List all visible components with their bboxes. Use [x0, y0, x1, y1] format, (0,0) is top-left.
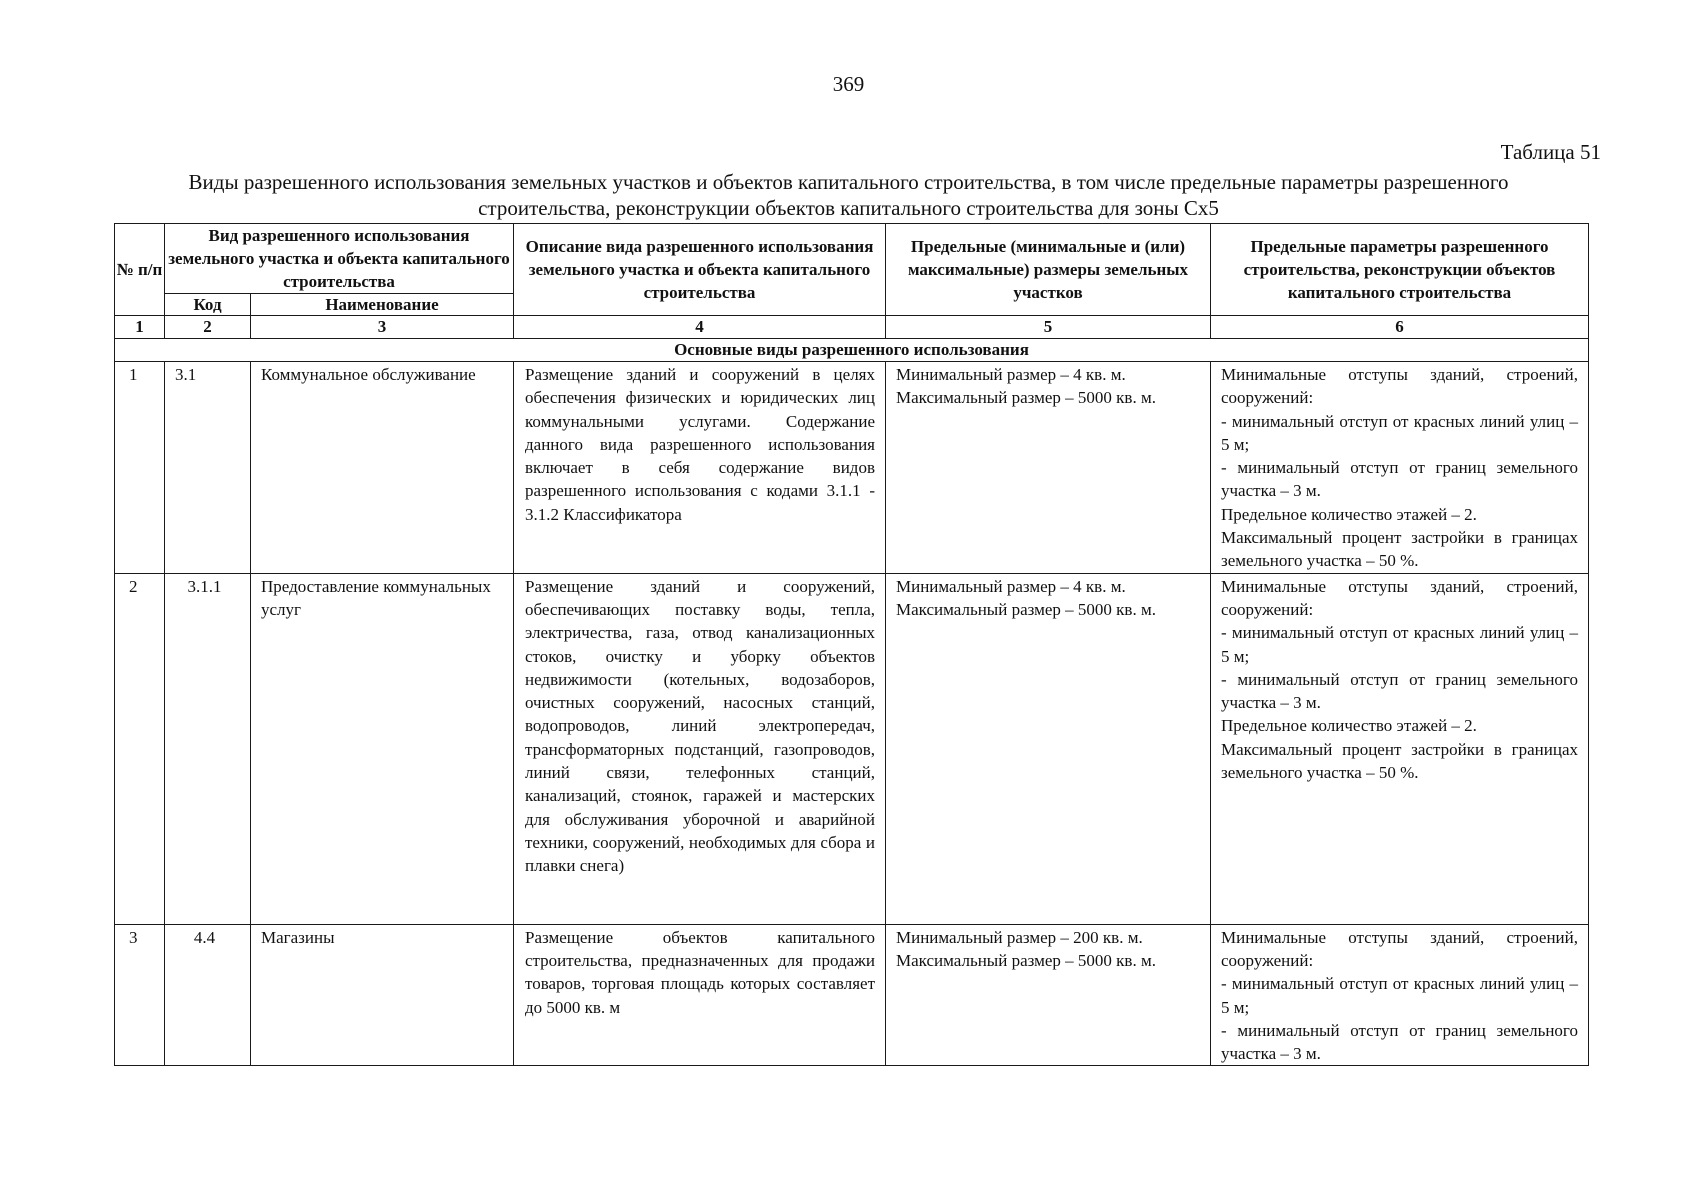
row-description: Размещение объектов капитального строительства, предназначенных для продажи товаров, торговая площадь которых составляет до 5000 кв. м [514, 924, 886, 1066]
param-line: Минимальные отступы зданий, строений, сооружений: [1221, 576, 1578, 619]
param-line: Предельное количество этажей – 2. [1221, 716, 1477, 736]
size-line: Максимальный размер – 5000 кв. м. [896, 950, 1156, 970]
header-code: Код [165, 294, 251, 316]
section-row [115, 339, 1589, 362]
size-line: Минимальный размер – 4 кв. м. [896, 365, 1126, 384]
column-number: 3 [251, 316, 514, 339]
row-name: Магазины [251, 924, 514, 1066]
row-params [1211, 924, 1589, 1066]
row-description: Размещение зданий и сооружений, обеспечивающих поставку воды, тепла, электричества, газа, отвод канализационных стоков, очистку и уборку объектов недвижимости (котельных, водозаборов, очистных сооружений, насосных станций, водопроводов, линий электропередач, трансформаторных подстанций, газопроводов, линий связи, телефонных станций, канализаций, стоянок, гаражей и мастерских для обслуживания уборочной и аварийной техники, сооружений, необходимых для сбора и плавки снега) [514, 573, 886, 924]
param-line: Предельное количество этажей – 2. [1221, 504, 1477, 524]
header-num: № п/п [115, 224, 165, 316]
table-row [115, 924, 1589, 1066]
param-line: - минимальный отступ от красных линий улиц – 5 м; [1221, 974, 1578, 1017]
param-line: Максимальный процент застройки в границах земельного участка – 50 %. [1221, 739, 1578, 783]
row-sizes [886, 573, 1211, 924]
header-params: Предельные параметры разрешенного строительства, реконструкции объектов капитального строительства [1211, 224, 1589, 316]
row-number: 1 [115, 362, 165, 574]
param-line: Минимальные отступы зданий, строений, сооружений: [1221, 365, 1578, 408]
param-line: - минимальный отступ от границ земельного участка – 3 м. [1221, 669, 1578, 713]
table-title: Виды разрешенного использования земельных участков и объектов капитального строительства, в том числе предельные параметры разрешенного строительства, реконструкции объектов капитального строительства для зоны Сх5 [188, 170, 1509, 220]
header-name: Наименование [251, 294, 514, 316]
row-params [1211, 362, 1589, 574]
param-line: - минимальный отступ от границ земельного участка – 3 м. [1221, 1020, 1578, 1064]
header-vid: Вид разрешенного использования земельного участка и объекта капитального строительства [165, 224, 514, 294]
row-params [1211, 573, 1589, 924]
table-row [115, 573, 1589, 924]
row-sizes [886, 362, 1211, 574]
header-sizes: Предельные (минимальные и (или) максимальные) размеры земельных участков [886, 224, 1211, 316]
size-line: Минимальный размер – 200 кв. м. [896, 927, 1143, 947]
row-sizes [886, 924, 1211, 1066]
row-number: 3 [115, 924, 165, 1066]
row-code: 3.1 [165, 362, 251, 574]
param-line: Максимальный процент застройки в границах земельного участка – 50 %. [1221, 528, 1578, 571]
row-code: 3.1.1 [165, 573, 251, 924]
row-description: Размещение зданий и сооружений в целях обеспечения физических и юридических лиц коммунальными услугами. Содержание данного вида разрешенного использования включает в себя содержание видов разрешенного использования с кодами 3.1.1 - 3.1.2 Классификатора [514, 362, 886, 574]
size-line: Максимальный размер – 5000 кв. м. [896, 388, 1156, 408]
param-line: - минимальный отступ от границ земельного участка – 3 м. [1221, 458, 1578, 501]
section-title: Основные виды разрешенного использования [115, 339, 1589, 362]
param-line: Минимальные отступы зданий, строений, сооружений: [1221, 927, 1578, 970]
size-line: Минимальный размер – 4 кв. м. [896, 576, 1126, 596]
land-use-table [114, 223, 1589, 1066]
column-number: 1 [115, 316, 165, 339]
table-label: Таблица 51 [1500, 140, 1601, 164]
column-number: 4 [514, 316, 886, 339]
header-description: Описание вида разрешенного использования земельного участка и объекта капитального строительства [514, 224, 886, 316]
row-name: Коммунальное обслуживание [251, 362, 514, 574]
size-line: Максимальный размер – 5000 кв. м. [896, 599, 1156, 619]
param-line: - минимальный отступ от красных линий улиц – 5 м; [1221, 623, 1578, 666]
table-row [115, 362, 1589, 574]
column-number: 5 [886, 316, 1211, 339]
row-name: Предоставление коммунальных услуг [251, 573, 514, 924]
row-code: 4.4 [165, 924, 251, 1066]
page-number: 369 [832, 72, 865, 96]
param-line: - минимальный отступ от красных линий улиц – 5 м; [1221, 411, 1578, 454]
column-number: 6 [1211, 316, 1589, 339]
column-number-row [115, 316, 1589, 339]
row-number: 2 [115, 573, 165, 924]
column-number: 2 [165, 316, 251, 339]
